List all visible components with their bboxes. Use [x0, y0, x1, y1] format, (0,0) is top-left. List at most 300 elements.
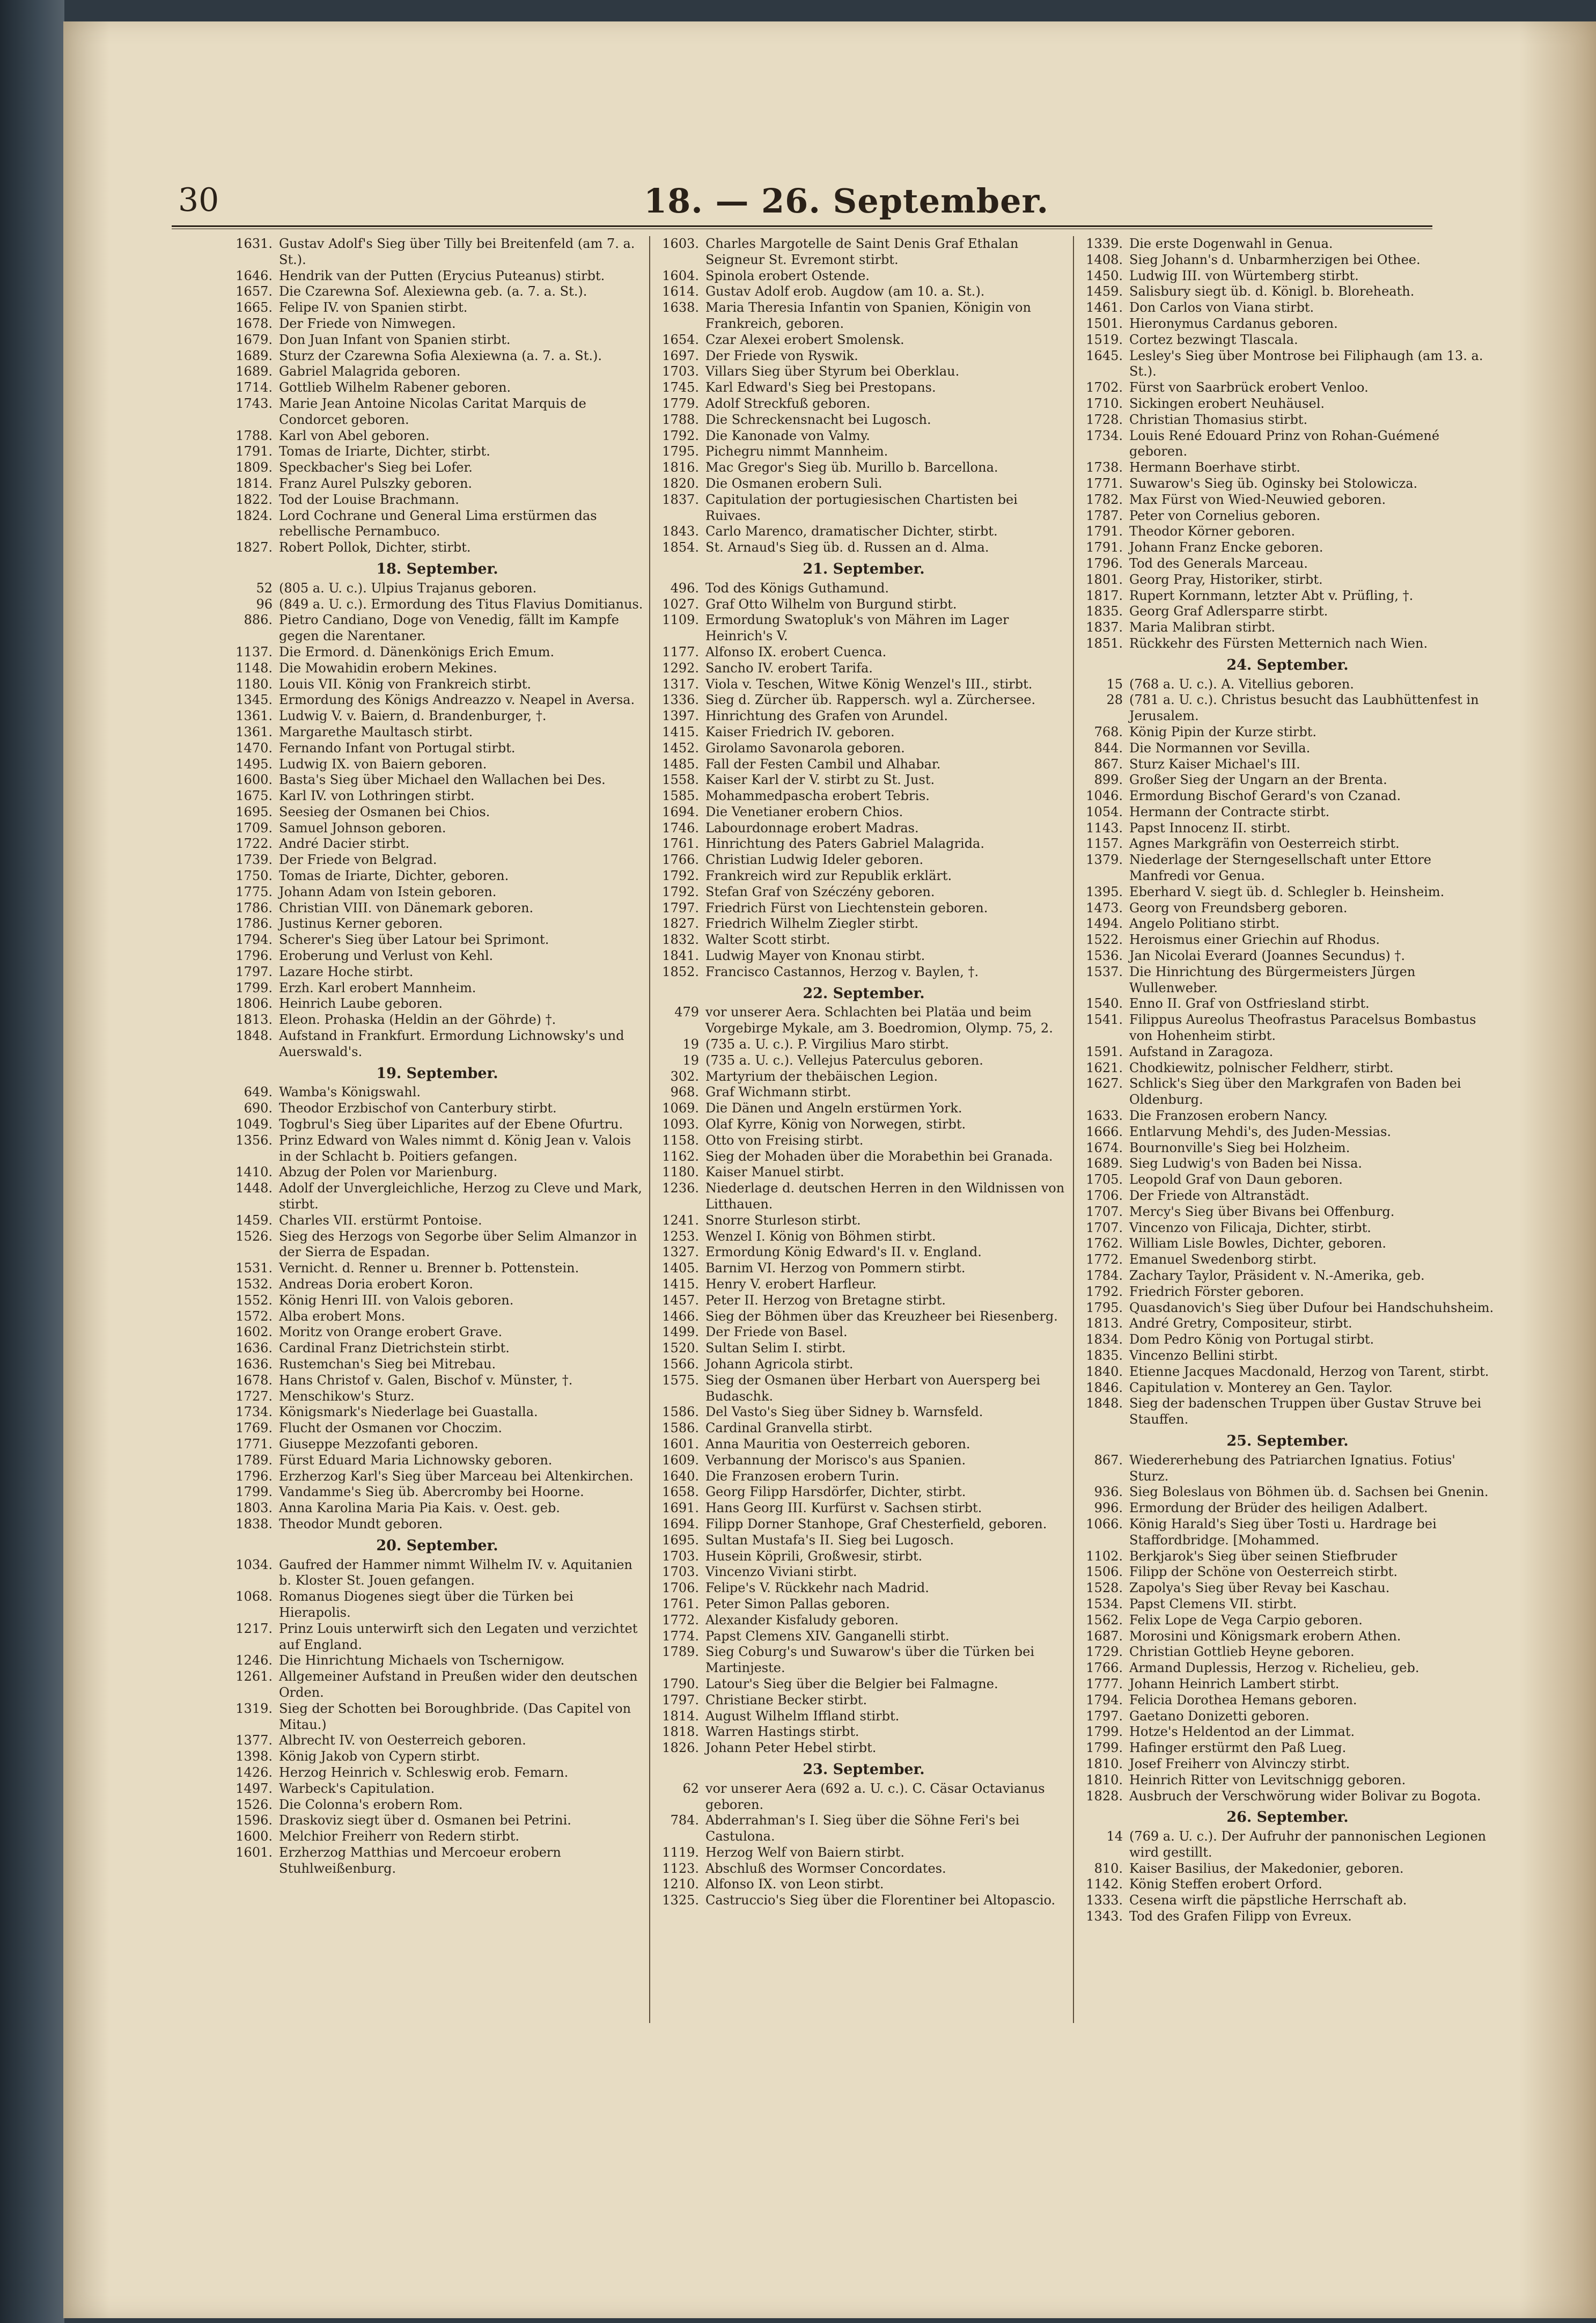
entry-text: Johann Adam von Istein geboren.	[279, 884, 497, 899]
entry	[231, 1213, 644, 1229]
entry	[231, 916, 644, 932]
entry-year: 1657.	[236, 284, 273, 299]
entry-text: Ludwig IX. von Baiern geboren.	[279, 756, 487, 772]
entry-year: 1786.	[236, 900, 273, 915]
entry-text: Marie Jean Antoine Nicolas Caritat Marquis de Condorcet geboren.	[279, 395, 586, 427]
entry-year: 1046.	[1086, 788, 1123, 804]
entry-text: Abderrahman's I. Sieg über die Söhne Feri's bei Castulona.	[705, 1813, 1020, 1844]
entry-year: 1027.	[662, 596, 699, 612]
entry-year: 1377.	[236, 1733, 273, 1748]
entry-year: 1746.	[662, 820, 699, 836]
entry-year: 1531.	[236, 1261, 273, 1276]
entry	[231, 236, 644, 268]
entry-text: Friedrich Wilhelm Ziegler stirbt.	[705, 916, 919, 932]
entry-text: Romanus Diogenes siegt über die Türken bei Hierapolis.	[279, 1589, 573, 1620]
entry-text: König Pipin der Kurze stirbt.	[1129, 724, 1317, 739]
entry-text: Eleon. Prohaska (Heldin an der Göhrde) †.	[279, 1012, 556, 1028]
entry	[657, 380, 1070, 396]
book-spine	[0, 0, 64, 2323]
entry-year: 1180.	[236, 676, 273, 692]
entry-text: Otto von Freising stirbt.	[705, 1132, 864, 1148]
entry	[1081, 820, 1494, 837]
entry-year: 1552.	[236, 1292, 273, 1308]
entry-year: 28	[1106, 692, 1123, 708]
entry-text: Quasdanovich's Sieg über Dufour bei Handschuhsheim.	[1129, 1300, 1494, 1315]
entry-year: 968.	[670, 1084, 699, 1100]
entry-year: 1566.	[662, 1356, 699, 1372]
entry-text: Sieg Ludwig's von Baden bei Nissa.	[1129, 1156, 1363, 1171]
entry-text: Hinrichtung des Grafen von Arundel.	[705, 708, 948, 724]
entry-text: (735 a. U. c.). P. Virgilius Maro stirbt.	[705, 1037, 949, 1052]
entry	[657, 1181, 1070, 1213]
entry	[657, 268, 1070, 284]
entry-year: 1143.	[1086, 820, 1123, 836]
entry-year: 1837.	[662, 492, 699, 507]
entry-text: Rustemchan's Sieg bei Mitrebau.	[279, 1356, 496, 1372]
entry-year: 1501.	[1086, 316, 1123, 331]
entry	[657, 1613, 1070, 1629]
entry-year: 1633.	[1086, 1108, 1123, 1124]
entry	[1081, 1172, 1494, 1188]
entry-year: 1777.	[1086, 1676, 1123, 1691]
entry	[231, 1012, 644, 1028]
entry	[231, 1621, 644, 1653]
column-1	[231, 236, 644, 1877]
entry	[1081, 996, 1494, 1012]
entry-text: Lazare Hoche stirbt.	[279, 964, 414, 979]
entry-text: Die Normannen vor Sevilla.	[1129, 740, 1311, 756]
entry-text: St. Arnaud's Sieg üb. d. Russen an d. Alma.	[705, 540, 989, 555]
date-heading: 19. September.	[376, 1065, 498, 1082]
entry	[657, 364, 1070, 380]
entry-text: Rupert Kornmann, letzter Abt v. Prüfling, †.	[1129, 588, 1414, 603]
entry-year: 1109.	[662, 612, 699, 628]
date-heading: 26. September.	[1226, 1809, 1349, 1826]
entry	[231, 1437, 644, 1453]
entry-text: Hendrik van der Putten (Erycius Puteanus) stirbt.	[279, 268, 605, 283]
entry	[1081, 1316, 1494, 1332]
entry	[657, 581, 1070, 597]
entry	[231, 540, 644, 556]
entry-text: Tomas de Iriarte, Dichter, stirbt.	[279, 444, 490, 459]
entry	[231, 964, 644, 980]
entry	[1081, 884, 1494, 900]
entry-year: 1818.	[662, 1724, 699, 1740]
entry-year: 1457.	[662, 1292, 699, 1308]
entry-text: Ludwig III. von Würtemberg stirbt.	[1129, 268, 1359, 283]
entry	[657, 476, 1070, 492]
entry-year: 1695.	[236, 804, 273, 819]
entry-text: Die Hinrichtung Michaels von Tschernigow.	[279, 1653, 565, 1668]
entry-text: Der Friede von Basel.	[705, 1324, 848, 1340]
entry-text: Hermann Boerhave stirbt.	[1129, 460, 1300, 475]
entry-year: 1217.	[236, 1621, 273, 1636]
entry	[1081, 1060, 1494, 1076]
entry	[231, 1164, 644, 1181]
entry-year: 1810.	[1086, 1756, 1123, 1771]
entry-year: 1158.	[662, 1132, 699, 1148]
entry-year: 496.	[670, 580, 699, 596]
entry-year: 1834.	[1086, 1332, 1123, 1347]
entry-year: 1775.	[236, 884, 273, 899]
entry-text: Sieg Johann's d. Unbarmherzigen bei Othee.	[1129, 252, 1421, 267]
entry-text: Alfonso IX. erobert Cuenca.	[705, 644, 887, 659]
entry-year: 1707.	[1086, 1204, 1123, 1219]
entry-text: Ermordung des Königs Andreazzo v. Neapel in Aversa.	[279, 692, 635, 708]
date-heading: 24. September.	[1226, 656, 1349, 673]
entry	[657, 1893, 1070, 1909]
entry	[1081, 1629, 1494, 1645]
entry-year: 1791.	[236, 444, 273, 459]
entry-text: Zachary Taylor, Präsident v. N.-Amerika, geb.	[1129, 1268, 1425, 1283]
entry	[231, 1797, 644, 1813]
entry-text: Der Friede von Altranstädt.	[1129, 1188, 1310, 1204]
entry-year: 1745.	[662, 380, 699, 395]
entry	[657, 1404, 1070, 1420]
entry-year: 62	[682, 1780, 699, 1796]
entry-year: 1792.	[662, 868, 699, 884]
entry-year: 1526.	[236, 1228, 273, 1244]
entry	[1081, 1268, 1494, 1284]
entry	[657, 1676, 1070, 1692]
entry-text: Georg Graf Adlersparre stirbt.	[1129, 604, 1328, 619]
entry	[657, 1309, 1070, 1325]
entry-year: 1426.	[236, 1764, 273, 1780]
entry	[1081, 1396, 1494, 1428]
entry-year: 1727.	[236, 1388, 273, 1404]
entry	[1081, 932, 1494, 948]
entry	[657, 644, 1070, 661]
entry-text: Angelo Politiano stirbt.	[1129, 916, 1279, 932]
entry-year: 1848.	[1086, 1396, 1123, 1411]
entry	[231, 724, 644, 741]
entry-year: 1827.	[662, 916, 699, 932]
entry	[657, 1629, 1070, 1645]
entry	[231, 884, 644, 900]
entry-text: Viola v. Teschen, Witwe König Wenzel's III., stirbt.	[705, 676, 1033, 692]
page-title: 18. — 26. September.	[644, 181, 1049, 221]
entry-year: 1494.	[1086, 916, 1123, 932]
entry-year: 1602.	[236, 1324, 273, 1340]
entry	[657, 1149, 1070, 1165]
entry-year: 1835.	[1086, 604, 1123, 619]
entry-year: 1137.	[236, 644, 273, 659]
entry	[657, 1069, 1070, 1085]
entry	[231, 428, 644, 444]
entry	[1081, 1012, 1494, 1044]
entry-text: Max Fürst von Wied-Neuwied geboren.	[1129, 492, 1386, 507]
entry	[657, 1293, 1070, 1309]
entry-text: Hieronymus Cardanus geboren.	[1129, 316, 1338, 331]
entry	[231, 1484, 644, 1500]
entry-text: Andreas Doria erobert Koron.	[279, 1277, 474, 1292]
entry-year: 1123.	[662, 1860, 699, 1876]
entry-year: 1797.	[1086, 1708, 1123, 1724]
entry-year: 1522.	[1086, 932, 1123, 948]
entry-text: Giuseppe Mezzofanti geboren.	[279, 1436, 479, 1452]
entry-year: 1325.	[662, 1893, 699, 1908]
entry	[657, 1709, 1070, 1725]
entry-year: 1636.	[236, 1340, 273, 1356]
entry	[231, 508, 644, 540]
entry-year: 1734.	[1086, 428, 1123, 443]
entry-text: Snorre Sturleson stirbt.	[705, 1212, 861, 1228]
entry	[657, 852, 1070, 868]
entry-year: 1333.	[1086, 1893, 1123, 1908]
entry-text: Sancho IV. erobert Tarifa.	[705, 660, 873, 676]
entry	[231, 1357, 644, 1373]
entry	[231, 836, 644, 852]
entry-text: Menschikow's Sturz.	[279, 1388, 415, 1404]
entry	[1081, 252, 1494, 268]
entry-text: Latour's Sieg über die Belgier bei Falmagne.	[705, 1676, 998, 1691]
entry	[1081, 300, 1494, 316]
entry-year: 1054.	[1086, 804, 1123, 819]
entry	[657, 900, 1070, 917]
entry-text: Gaetano Donizetti geboren.	[1129, 1708, 1310, 1724]
entry-text: Die erste Dogenwahl in Genua.	[1129, 236, 1333, 251]
entry	[1081, 1580, 1494, 1596]
entry-year: 1586.	[662, 1404, 699, 1420]
entry-text: Die Dänen und Angeln erstürmen York.	[705, 1101, 962, 1116]
entry	[657, 1453, 1070, 1469]
entry-year: 1799.	[236, 980, 273, 995]
entry	[1081, 1380, 1494, 1396]
entry-text: Labourdonnage erobert Madras.	[705, 820, 919, 836]
entry-text: Barnim VI. Herzog von Pommern stirbt.	[705, 1261, 966, 1276]
entry	[657, 836, 1070, 852]
entry	[231, 1500, 644, 1516]
entry-text: Alba erobert Mons.	[279, 1308, 406, 1324]
entry-year: 1600.	[236, 772, 273, 788]
entry-year: 1541.	[1086, 1012, 1123, 1028]
entry-year: 1415.	[662, 1277, 699, 1292]
entry-text: Togbrul's Sieg über Liparites auf der Ebene Ofurtru.	[279, 1117, 623, 1132]
entry	[231, 1749, 644, 1765]
entry-text: Peter von Cornelius geboren.	[1129, 508, 1321, 523]
entry-text: Basta's Sieg über Michael den Wallachen bei Des.	[279, 772, 606, 788]
entry	[231, 677, 644, 693]
entry-year: 1452.	[662, 740, 699, 756]
entry	[657, 1861, 1070, 1877]
entry	[1081, 492, 1494, 508]
entry-year: 1766.	[1086, 1660, 1123, 1676]
entry-year: 1795.	[1086, 1300, 1123, 1315]
entry-year: 1750.	[236, 868, 273, 884]
entry-text: Castruccio's Sieg über die Florentiner bei Altopascio.	[705, 1893, 1056, 1908]
entry	[1081, 1156, 1494, 1172]
entry-year: 1694.	[662, 804, 699, 819]
entry-year: 1771.	[1086, 475, 1123, 491]
entry	[231, 1229, 644, 1261]
entry-year: 1803.	[236, 1500, 273, 1516]
entry-text: Pietro Candiano, Doge von Venedig, fällt im Kampfe gegen die Narentaner.	[279, 612, 619, 644]
entry	[231, 1669, 644, 1701]
entry-year: 1654.	[662, 332, 699, 347]
entry	[231, 444, 644, 460]
entry	[657, 1277, 1070, 1293]
entry-text: Justinus Kerner geboren.	[279, 916, 443, 932]
entry	[1081, 268, 1494, 284]
entry-text: Bournonville's Sieg bei Holzheim.	[1129, 1140, 1350, 1155]
entry-year: 1536.	[1086, 948, 1123, 964]
entry	[1081, 588, 1494, 604]
entry-year: 1461.	[1086, 300, 1123, 316]
entry-text: Herzog Welf von Baiern stirbt.	[705, 1844, 905, 1860]
entry	[657, 1564, 1070, 1580]
entry-year: 1697.	[662, 348, 699, 363]
entry-text: Tod des Generals Marceau.	[1129, 555, 1308, 571]
entry-year: 1336.	[662, 692, 699, 708]
entry	[657, 1261, 1070, 1277]
entry-year: 1665.	[236, 300, 273, 316]
entry	[657, 524, 1070, 540]
entry	[1081, 948, 1494, 964]
entry-year: 1317.	[662, 676, 699, 692]
entry-text: Sieg der Osmanen über Herbart von Auersperg bei Budaschk.	[705, 1372, 1041, 1404]
entry-year: 1497.	[236, 1780, 273, 1796]
entry	[231, 1469, 644, 1485]
entry	[1081, 1893, 1494, 1909]
entry	[231, 1765, 644, 1781]
entry	[231, 1813, 644, 1829]
entry-text: Margarethe Maultasch stirbt.	[279, 724, 473, 739]
entry-text: vor unserer Aera (692 a. U. c.). C. Cäsar Octavianus geboren.	[705, 1780, 1045, 1812]
entry-text: (849 a. U. c.). Ermordung des Titus Flavius Domitianus.	[279, 596, 643, 612]
entry-year: 1603.	[662, 236, 699, 251]
entry-year: 1795.	[662, 444, 699, 459]
entry	[231, 644, 644, 661]
entry-year: 1771.	[236, 1436, 273, 1452]
entry	[231, 268, 644, 284]
entry-year: 1343.	[1086, 1909, 1123, 1924]
entry-text: Leopold Graf von Daun geboren.	[1129, 1172, 1343, 1188]
entry-text: Die Franzosen erobern Nancy.	[1129, 1108, 1328, 1124]
entry	[231, 1453, 644, 1469]
entry	[1081, 741, 1494, 757]
entry-year: 1689.	[236, 348, 273, 363]
entry-text: Die Kanonade von Valmy.	[705, 428, 870, 443]
entry-text: Georg Filipp Harsdörfer, Dichter, stirbt.	[705, 1484, 966, 1500]
entry-year: 19	[682, 1037, 699, 1052]
entry-text: Friedrich Förster geboren.	[1129, 1284, 1304, 1299]
entry	[657, 820, 1070, 837]
entry-year: 1558.	[662, 772, 699, 788]
entry	[657, 1484, 1070, 1500]
entry	[657, 492, 1070, 524]
entry	[657, 1229, 1070, 1245]
entry-year: 1678.	[236, 1372, 273, 1388]
entry	[231, 460, 644, 476]
entry-text: Die Franzosen erobern Turin.	[705, 1468, 900, 1484]
entry-text: Entlarvung Mehdi's, des Juden-Messias.	[1129, 1124, 1392, 1139]
entry	[231, 612, 644, 644]
entry	[657, 1845, 1070, 1861]
entry-text: Sturz Kaiser Michael's III.	[1129, 756, 1300, 772]
entry	[1081, 1789, 1494, 1805]
entry-year: 1575.	[662, 1372, 699, 1388]
entry-year: 996.	[1094, 1500, 1123, 1516]
entry-year: 1675.	[236, 788, 273, 804]
entry-year: 1470.	[236, 740, 273, 756]
entry	[1081, 852, 1494, 884]
entry-text: Mercy's Sieg über Bivans bei Offenburg.	[1129, 1204, 1395, 1219]
entry	[1081, 476, 1494, 492]
entry-text: Francisco Castannos, Herzog v. Baylen, †.	[705, 964, 979, 979]
entry-text: Anna Mauritia von Oesterreich geboren.	[705, 1436, 970, 1452]
entry	[657, 804, 1070, 820]
entry-text: Kaiser Friedrich IV. geboren.	[705, 724, 895, 739]
entry	[1081, 1108, 1494, 1124]
entry-year: 1792.	[1086, 1284, 1123, 1299]
entry	[231, 316, 644, 332]
entry	[657, 884, 1070, 900]
entry-text: Maria Malibran stirbt.	[1129, 620, 1276, 635]
entry	[1081, 1236, 1494, 1252]
entry-year: 1379.	[1086, 852, 1123, 868]
entry-text: Papst Clemens XIV. Ganganelli stirbt.	[705, 1628, 950, 1644]
entry-text: Jan Nicolai Everard (Joannes Secundus) †.	[1129, 948, 1405, 964]
entry-text: Louis René Edouard Prinz von Rohan-Guémené geboren.	[1129, 428, 1440, 459]
entry	[657, 597, 1070, 613]
entry-year: 1600.	[236, 1829, 273, 1844]
entry-year: 1687.	[1086, 1628, 1123, 1644]
column-2	[657, 236, 1070, 1909]
entry-text: Alfonso IX. von Leon stirbt.	[705, 1877, 884, 1892]
entry	[231, 1028, 644, 1060]
entry-year: 1728.	[1086, 412, 1123, 427]
entry-year: 1714.	[236, 380, 273, 395]
entry-text: Kaiser Manuel stirbt.	[705, 1164, 844, 1180]
entry-text: Hafinger erstürmt den Paß Lueg.	[1129, 1740, 1347, 1756]
entry-text: Allgemeiner Aufstand in Preußen wider den deutschen Orden.	[279, 1669, 638, 1700]
entry-year: 1499.	[662, 1324, 699, 1340]
entry	[1081, 1596, 1494, 1613]
entry-text: Don Juan Infant von Spanien stirbt.	[279, 332, 511, 347]
entry	[231, 692, 644, 708]
entry	[1081, 236, 1494, 252]
entry-text: Wenzel I. König von Böhmen stirbt.	[705, 1228, 936, 1244]
entry	[231, 788, 644, 804]
entry-year: 1534.	[1086, 1596, 1123, 1611]
entry-text: Die Czarewna Sof. Alexiewna geb. (a. 7. a. St.).	[279, 284, 587, 299]
entry-text: Seesieg der Osmanen bei Chios.	[279, 804, 490, 819]
entry-text: Aufstand in Frankfurt. Ermordung Lichnowsky's und Auerswald's.	[279, 1028, 624, 1059]
entry	[1081, 1756, 1494, 1772]
entry	[231, 348, 644, 364]
entry-text: Der Friede von Ryswik.	[705, 348, 858, 363]
entry	[1081, 1613, 1494, 1629]
date-heading: 23. September.	[803, 1761, 925, 1778]
entry-year: 479	[674, 1005, 699, 1020]
entry-text: Vernicht. d. Renner u. Brenner b. Pottenstein.	[279, 1261, 579, 1276]
entry-year: 1638.	[662, 300, 699, 316]
entry	[231, 332, 644, 348]
entry-year: 1666.	[1086, 1124, 1123, 1139]
entry-text: Herzog Heinrich v. Schleswig erob. Femarn.	[279, 1764, 569, 1780]
entry-text: Christiane Becker stirbt.	[705, 1692, 867, 1708]
entry-year: 1794.	[1086, 1692, 1123, 1708]
entry-text: Karl IV. von Lothringen stirbt.	[279, 788, 475, 804]
entry	[231, 1084, 644, 1101]
entry-year: 1572.	[236, 1308, 273, 1324]
entry-year: 1817.	[1086, 588, 1123, 603]
entry-text: Hans Georg III. Kurfürst v. Sachsen stirbt.	[705, 1500, 982, 1516]
entry-year: 1820.	[662, 475, 699, 491]
entry-text: Dom Pedro König von Portugal stirbt.	[1129, 1332, 1374, 1347]
entry-text: Sturz der Czarewna Sofia Alexiewna (a. 7. a. St.).	[279, 348, 602, 363]
entry-text: Flucht der Osmanen vor Choczim.	[279, 1420, 502, 1436]
